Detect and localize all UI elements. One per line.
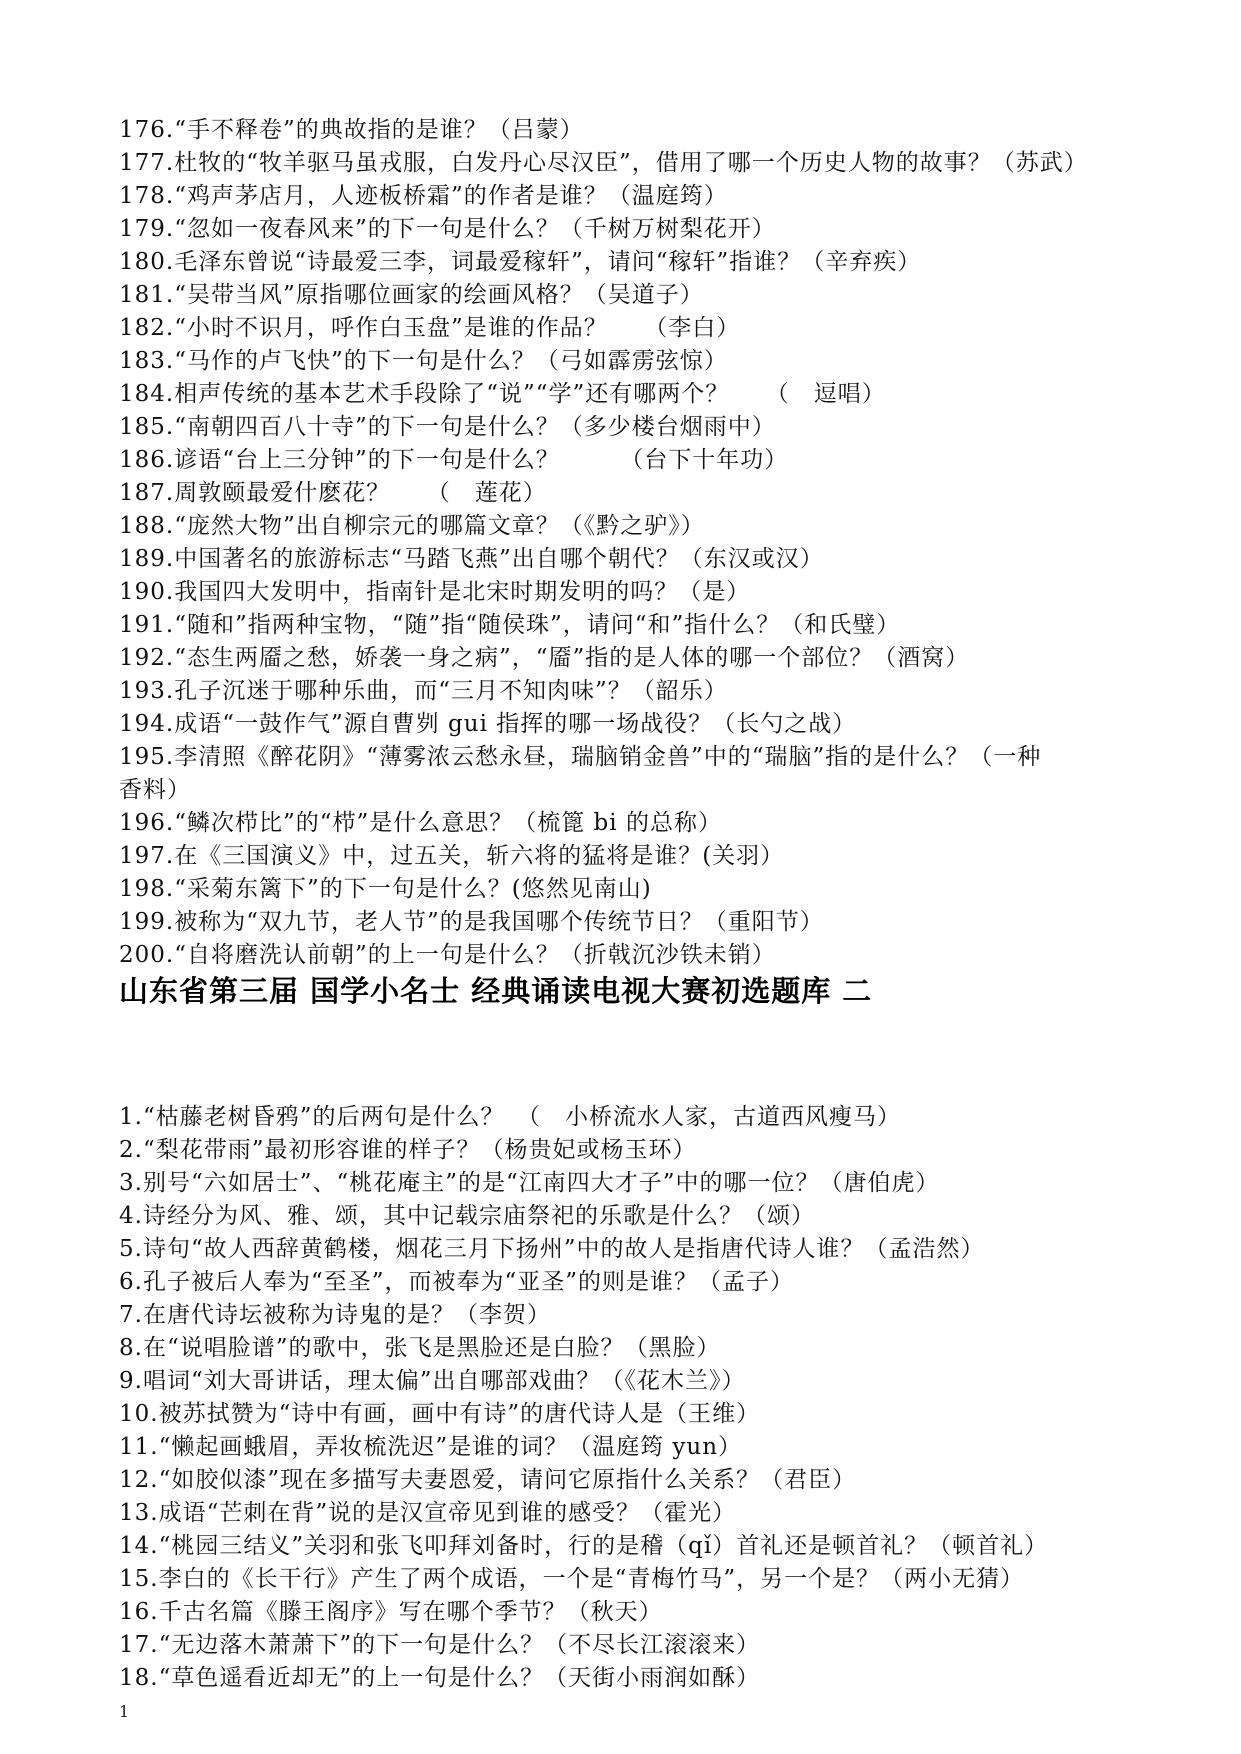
question-line: 13.成语“芒刺在背”说的是汉宣帝见到谁的感受？（霍光） [119,1500,737,1526]
question-line: 193.孔子沉迷于哪种乐曲，而“三月不知肉味”？（韶乐） [119,678,728,704]
question-line: 179.“忽如一夜春风来”的下一句是什么？（千树万树梨花开） [119,216,776,242]
question-line: 198.“采菊东篱下”的下一句是什么？(悠然见南山) [119,876,652,902]
question-line: 8.在“说唱脸谱”的歌中，张飞是黑脸还是白脸？（黑脸） [119,1335,721,1361]
question-line: 196.“鳞次栉比”的“栉”是什么意思？（梳篦 bi 的总称） [119,810,722,836]
page-number: 1 [119,1702,130,1721]
question-line: 178.“鸡声茅店月，人迹板桥霜”的作者是谁？（温庭筠） [119,183,728,209]
question-line: 3.别号“六如居士”、“桃花庵主”的是“江南四大才子”中的哪一位？（唐伯虎） [119,1170,940,1196]
question-line: 11.“懒起画蛾眉，弄妆梳洗迟”是谁的词？（温庭筠 yun） [119,1434,743,1460]
question-line: 195.李清照《醉花阴》“薄雾浓云愁永昼，瑞脑销金兽”中的“瑞脑”指的是什么？（一种 [119,744,1042,770]
question-line: 197.在《三国演义》中，过五关，斩六将的猛将是谁？(关羽） [119,843,785,869]
question-line: 200.“自将磨洗认前朝”的上一句是什么？（折戟沉沙铁未销） [119,942,776,968]
question-line: 10.被苏拭赞为“诗中有画，画中有诗”的唐代诗人是（王维） [119,1401,761,1427]
question-line: 2.“梨花带雨”最初形容谁的样子？（杨贵妃或杨玉环） [119,1137,697,1163]
question-line: 1.“枯藤老树昏鸦”的后两句是什么？ （ 小桥流水人家，古道西风瘦马） [119,1104,901,1130]
question-line: 5.诗句“故人西辞黄鹤楼，烟花三月下扬州”中的故人是指唐代诗人谁？（孟浩然） [119,1236,985,1262]
question-line: 186.谚语“台上三分钟”的下一句是什么？ （台下十年功） [119,447,789,473]
question-line-continuation: 香料） [119,777,191,803]
question-line: 185.“南朝四百八十寺”的下一句是什么？（多少楼台烟雨中） [119,414,776,440]
question-line: 17.“无边落木萧萧下”的下一句是什么？（不尽长江滚滚来） [119,1632,761,1658]
question-line: 194.成语“一鼓作气”源自曹刿 gui 指挥的哪一场战役？（长勺之战） [119,711,857,737]
question-line: 182.“小时不识月，呼作白玉盘”是谁的作品？ （李白） [119,315,741,341]
question-line: 183.“马作的卢飞快”的下一句是什么？（弓如霹雳弦惊） [119,348,728,374]
section-heading: 山东省第三届 国学小名士 经典诵读电视大赛初选题库 二 [119,974,873,1008]
question-list-part-one [119,114,1139,972]
question-line: 4.诗经分为风、雅、颂，其中记载宗庙祭祀的乐歌是什么？（颂） [119,1203,815,1229]
question-line: 191.“随和”指两种宝物，“随”指“随侯珠”，请问“和”指什么？（和氏璧） [119,612,901,638]
question-line: 181.“吴带当风”原指哪位画家的绘画风格？（吴道子） [119,282,704,308]
question-line: 12.“如胶似漆”现在多描写夫妻恩爱，请问它原指什么关系？（君臣） [119,1467,857,1493]
question-line: 184.相声传统的基本艺术手段除了“说”“学”还有哪两个？ （ 逗唱） [119,381,886,407]
question-line: 180.毛泽东曾说“诗最爱三李，词最爱稼轩”，请问“稼轩”指谁？（辛弃疾） [119,249,922,275]
question-line: 9.唱词“刘大哥讲话，理太偏”出自哪部戏曲？（《花木兰》） [119,1368,746,1394]
question-line: 189.中国著名的旅游标志“马踏飞燕”出自哪个朝代？（东汉或汉） [119,546,824,572]
question-line: 16.千古名篇《滕王阁序》写在哪个季节？（秋天） [119,1599,663,1625]
question-line: 15.李白的《长干行》产生了两个成语，一个是“青梅竹马”，另一个是？（两小无猜） [119,1566,1025,1592]
question-line: 6.孔子被后人奉为“至圣”，而被奉为“亚圣”的则是谁？（孟子） [119,1269,794,1295]
question-line: 190.我国四大发明中，指南针是北宋时期发明的吗？（是） [119,579,751,605]
question-line: 7.在唐代诗坛被称为诗鬼的是？（李贺） [119,1302,551,1328]
question-line: 188.“庞然大物”出自柳宗元的哪篇文章？（《黔之驴》） [119,513,705,539]
question-line: 187.周敦颐最爱什麽花？ （ 莲花） [119,480,547,506]
question-line: 192.“态生两靥之愁，娇袭一身之病”，“靥”指的是人体的哪一个部位？（酒窝） [119,645,970,671]
question-line: 14.“桃园三结义”关羽和张飞叩拜刘备时，行的是稽（qǐ）首礼还是顿首礼？（顿首礼） [119,1533,1049,1559]
question-list-part-two [119,1101,1139,1695]
question-line: 199.被称为“双九节，老人节”的是我国哪个传统节日？（重阳节） [119,909,824,935]
question-line: 177.杜牧的“牧羊驱马虽戎服，白发丹心尽汉臣”，借用了哪一个历史人物的故事？（苏武） [119,150,1088,176]
question-line: 176.“手不释卷”的典故指的是谁？（吕蒙） [119,117,584,143]
question-line: 18.“草色遥看近却无”的上一句是什么？（天街小雨润如酥） [119,1665,761,1691]
